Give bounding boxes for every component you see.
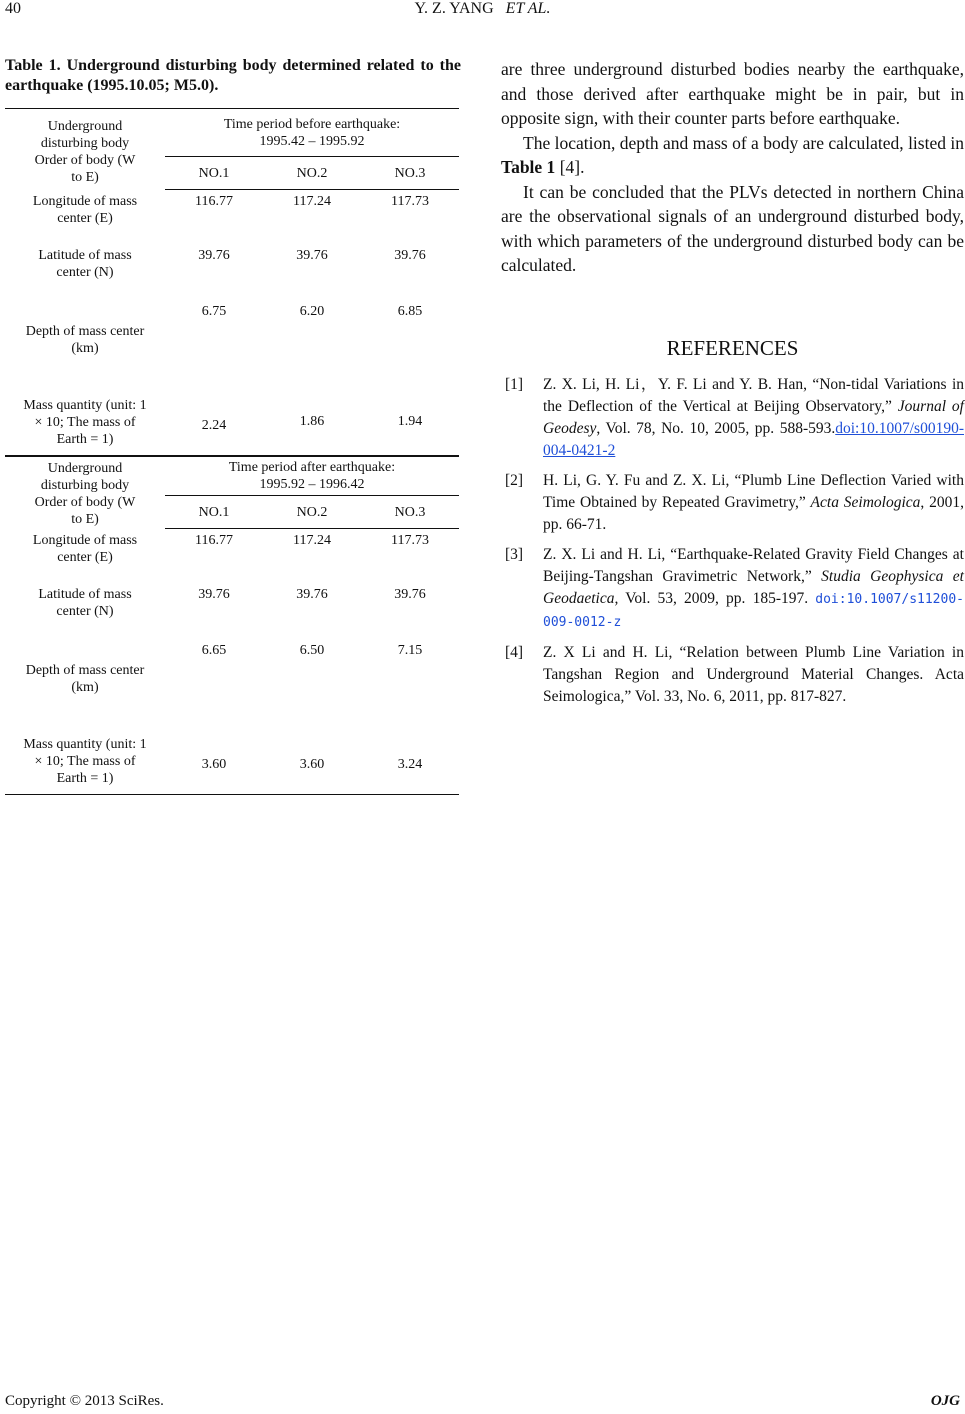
header-label-line2: Order of body (W to E)	[34, 153, 136, 186]
table-cell: 3.60	[165, 736, 263, 795]
col-header: NO.1	[165, 496, 263, 529]
journal-abbreviation: OJG	[930, 1393, 960, 1409]
table-cell: 6.75	[201, 303, 227, 319]
table-cell: 1.86	[263, 397, 361, 456]
table-caption: Table 1. Underground disturbing body determined related to the earthquake (1995.10.05; M5.0).	[5, 57, 461, 94]
row-label: Depth of mass center (km)	[25, 662, 145, 695]
row-label: Depth of mass center (km)	[25, 323, 145, 356]
table-row	[5, 529, 459, 586]
running-header-authors: Y. Z. YANG	[414, 0, 494, 17]
running-header-et-al: ET AL.	[505, 0, 551, 17]
reference-item: [3] Z. X. Li and H. Li, “Earthquake-Related Gravity Field Changes at Beijing-Tangshan Gravimetric Network,” Studia Geophysica et Geodaetica, Vol. 53, 2009, pp. 185-197. doi:10.1007/s11200-009-0012-z	[505, 546, 964, 630]
table-before	[5, 108, 459, 456]
table-cell: 117.24	[293, 533, 331, 548]
doi-link[interactable]: doi:10.1007/s11200-009-0012-z	[543, 592, 964, 630]
table-cell: 39.76	[198, 586, 230, 602]
table-cell: 39.76	[394, 586, 426, 602]
period-range: 1995.92 – 1996.42	[259, 477, 365, 492]
period-header	[165, 457, 459, 496]
body-paragraph: are three underground disturbed bodies nearby the earthquake, and those derived after earthquake might be in pair, but in opposite sign, with their counter parts before earthquake.	[501, 59, 964, 128]
reference-number: [4]	[505, 644, 524, 661]
copyright-footer: Copyright © 2013 SciRes.	[5, 1393, 164, 1409]
table-row	[5, 586, 459, 642]
table-cell: 6.20	[299, 303, 325, 319]
table-row	[5, 247, 459, 303]
col-header: NO.1	[165, 157, 263, 190]
table-cell: 1.94	[361, 397, 459, 456]
body-text	[501, 57, 964, 278]
table-cell: 3.60	[263, 736, 361, 795]
reference-number: [2]	[505, 472, 524, 489]
table-cell: 39.76	[296, 247, 328, 263]
table-cell: 39.76	[296, 586, 328, 602]
table-cell: 39.76	[198, 247, 230, 263]
header-label-line2: Order of body (W to E)	[34, 494, 136, 527]
reference-item: [2] H. Li, G. Y. Fu and Z. X. Li, “Plumb Line Deflection Varied with Time Obtained by Repeated Gravimetry,” Acta Seimologica, 2001, pp. 66-71.	[505, 472, 965, 533]
references-heading: REFERENCES	[666, 336, 799, 360]
col-header: NO.3	[361, 157, 459, 190]
reference-item: [1] Z. X. Li, H. Li，Y. F. Li and Y. B. Han, “Non-tidal Variations in the Deflection of the Vertical at Beijing Observatory,” Journal of Geodesy, Vol. 78, No. 10, 2005, pp. 588-593.doi:10.1007/s00190-004-0421-2	[505, 376, 964, 459]
reference-list	[501, 374, 964, 716]
col-header: NO.2	[263, 496, 361, 529]
table-reference: Table 1	[501, 157, 556, 177]
reference-number: [3]	[505, 546, 524, 563]
period-title: Time period before earthquake:	[223, 116, 401, 132]
table-row	[5, 303, 459, 397]
table-cell: 3.24	[361, 736, 459, 795]
row-label: Mass quantity (unit: 1 × 10; The mass of Earth = 1)	[5, 397, 165, 456]
col-header: NO.3	[361, 496, 459, 529]
table-after	[5, 456, 459, 795]
body-paragraph: The location, depth and mass of a body are calculated, listed in Table 1 [4].	[501, 132, 964, 177]
table-cell: 117.73	[391, 533, 429, 548]
table-cell: 117.73	[391, 194, 429, 209]
table-cell: 39.76	[394, 247, 426, 263]
period-range: 1995.42 – 1995.92	[259, 133, 365, 149]
row-label: Latitude of mass center (N)	[38, 247, 132, 280]
header-label-line1: Underground disturbing body	[40, 460, 130, 493]
table-row	[5, 642, 459, 736]
row-label: Longitude of mass center (E)	[32, 532, 138, 565]
reference-number: [1]	[505, 376, 524, 393]
table-cell: 116.77	[195, 533, 233, 548]
running-header	[0, 0, 965, 18]
table-cell: 6.85	[397, 303, 423, 319]
table-cell: 7.15	[397, 642, 423, 658]
table-cell: 116.77	[195, 194, 233, 209]
page-number: 40	[5, 0, 21, 17]
header-label-line1: Underground disturbing body	[40, 119, 130, 152]
table-cell: 117.24	[293, 194, 331, 209]
table-row	[5, 190, 459, 247]
table-cell: 6.50	[299, 642, 325, 658]
row-label: Longitude of mass center (E)	[32, 193, 138, 226]
table-cell: 2.24	[165, 397, 263, 456]
row-label: Latitude of mass center (N)	[38, 586, 132, 619]
header-label	[5, 109, 165, 190]
reference-item: [4] Z. X Li and H. Li, “Relation between Plumb Line Variation in Tangshan Region and Underground Material Changes. Acta Seimologica,” Vol. 33, No. 6, 2011, pp. 817-827.	[505, 644, 964, 705]
doi-link[interactable]: doi:10.1007/s00190-004-0421-2	[543, 420, 964, 459]
table-row	[5, 736, 459, 795]
body-paragraph: It can be concluded that the PLVs detected in northern China are the observational signals of an underground disturbed body, with which parameters of the underground disturbed body can be calculated.	[501, 181, 964, 275]
header-label	[5, 457, 165, 529]
table-row	[5, 397, 459, 456]
row-label: Mass quantity (unit: 1 × 10; The mass of Earth = 1)	[5, 736, 165, 795]
table-cell: 6.65	[201, 642, 227, 658]
col-header: NO.2	[263, 157, 361, 190]
period-header	[165, 109, 459, 157]
period-title: Time period after earthquake:	[228, 460, 396, 475]
